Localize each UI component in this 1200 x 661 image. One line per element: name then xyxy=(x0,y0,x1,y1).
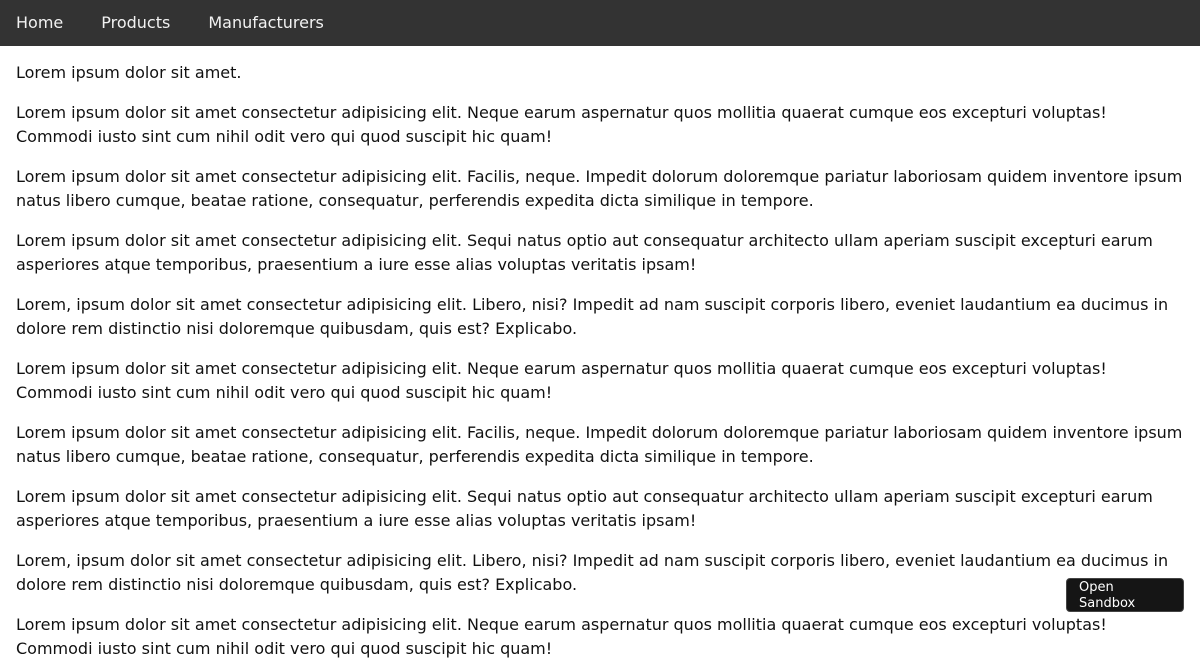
paragraph: Lorem ipsum dolor sit amet. xyxy=(16,63,242,82)
paragraph: Lorem ipsum dolor sit amet consectetur adipisicing elit. Neque earum aspernatur quos mollitia quaerat cumque eos excepturi voluptas! Commodi iusto sint cum nihil odit vero qui quod suscipit hic quam! xyxy=(16,359,1107,402)
paragraph: Lorem ipsum dolor sit amet consectetur adipisicing elit. Facilis, neque. Impedit dolorum doloremque pariatur laboriosam quidem inventore ipsum natus libero cumque, beatae ratione, consequatur, perferendis expedita dicta similique in tempore. xyxy=(16,423,1183,466)
paragraph: Lorem ipsum dolor sit amet consectetur adipisicing elit. Sequi natus optio aut consequatur architecto ullam aperiam suscipit excepturi earum asperiores atque temporibus, praesentium a iure esse alias voluptas veritatis ipsam! xyxy=(16,487,1153,530)
paragraph: Lorem ipsum dolor sit amet consectetur adipisicing elit. Neque earum aspernatur quos mollitia quaerat cumque eos excepturi voluptas! Commodi iusto sint cum nihil odit vero qui quod suscipit hic quam! xyxy=(16,103,1107,146)
nav-link-products[interactable]: Products xyxy=(101,13,171,32)
paragraph: Lorem, ipsum dolor sit amet consectetur adipisicing elit. Libero, nisi? Impedit ad nam suscipit corporis libero, eveniet laudantium ea ducimus in dolore rem distinctio nisi doloremque quibusdam, quis est? Explicabo. xyxy=(16,551,1169,594)
top-navigation-bar xyxy=(0,0,1200,46)
paragraph: Lorem ipsum dolor sit amet consectetur adipisicing elit. Sequi natus optio aut consequatur architecto ullam aperiam suscipit excepturi earum asperiores atque temporibus, praesentium a iure esse alias voluptas veritatis ipsam! xyxy=(16,231,1153,274)
nav-link-home[interactable]: Home xyxy=(16,13,64,32)
paragraph: Lorem ipsum dolor sit amet consectetur adipisicing elit. Neque earum aspernatur quos mollitia quaerat cumque eos excepturi voluptas! Commodi iusto sint cum nihil odit vero qui quod suscipit hic quam! xyxy=(16,615,1107,658)
paragraph: Lorem ipsum dolor sit amet consectetur adipisicing elit. Facilis, neque. Impedit dolorum doloremque pariatur laboriosam quidem inventore ipsum natus libero cumque, beatae ratione, consequatur, perferendis expedita dicta similique in tempore. xyxy=(16,167,1183,210)
open-sandbox-button[interactable]: Open Sandbox xyxy=(1066,578,1184,612)
main-content xyxy=(0,46,1200,661)
paragraph: Lorem, ipsum dolor sit amet consectetur adipisicing elit. Libero, nisi? Impedit ad nam suscipit corporis libero, eveniet laudantium ea ducimus in dolore rem distinctio nisi doloremque quibusdam, quis est? Explicabo. xyxy=(16,295,1169,338)
nav-link-manufacturers[interactable]: Manufacturers xyxy=(208,13,324,32)
